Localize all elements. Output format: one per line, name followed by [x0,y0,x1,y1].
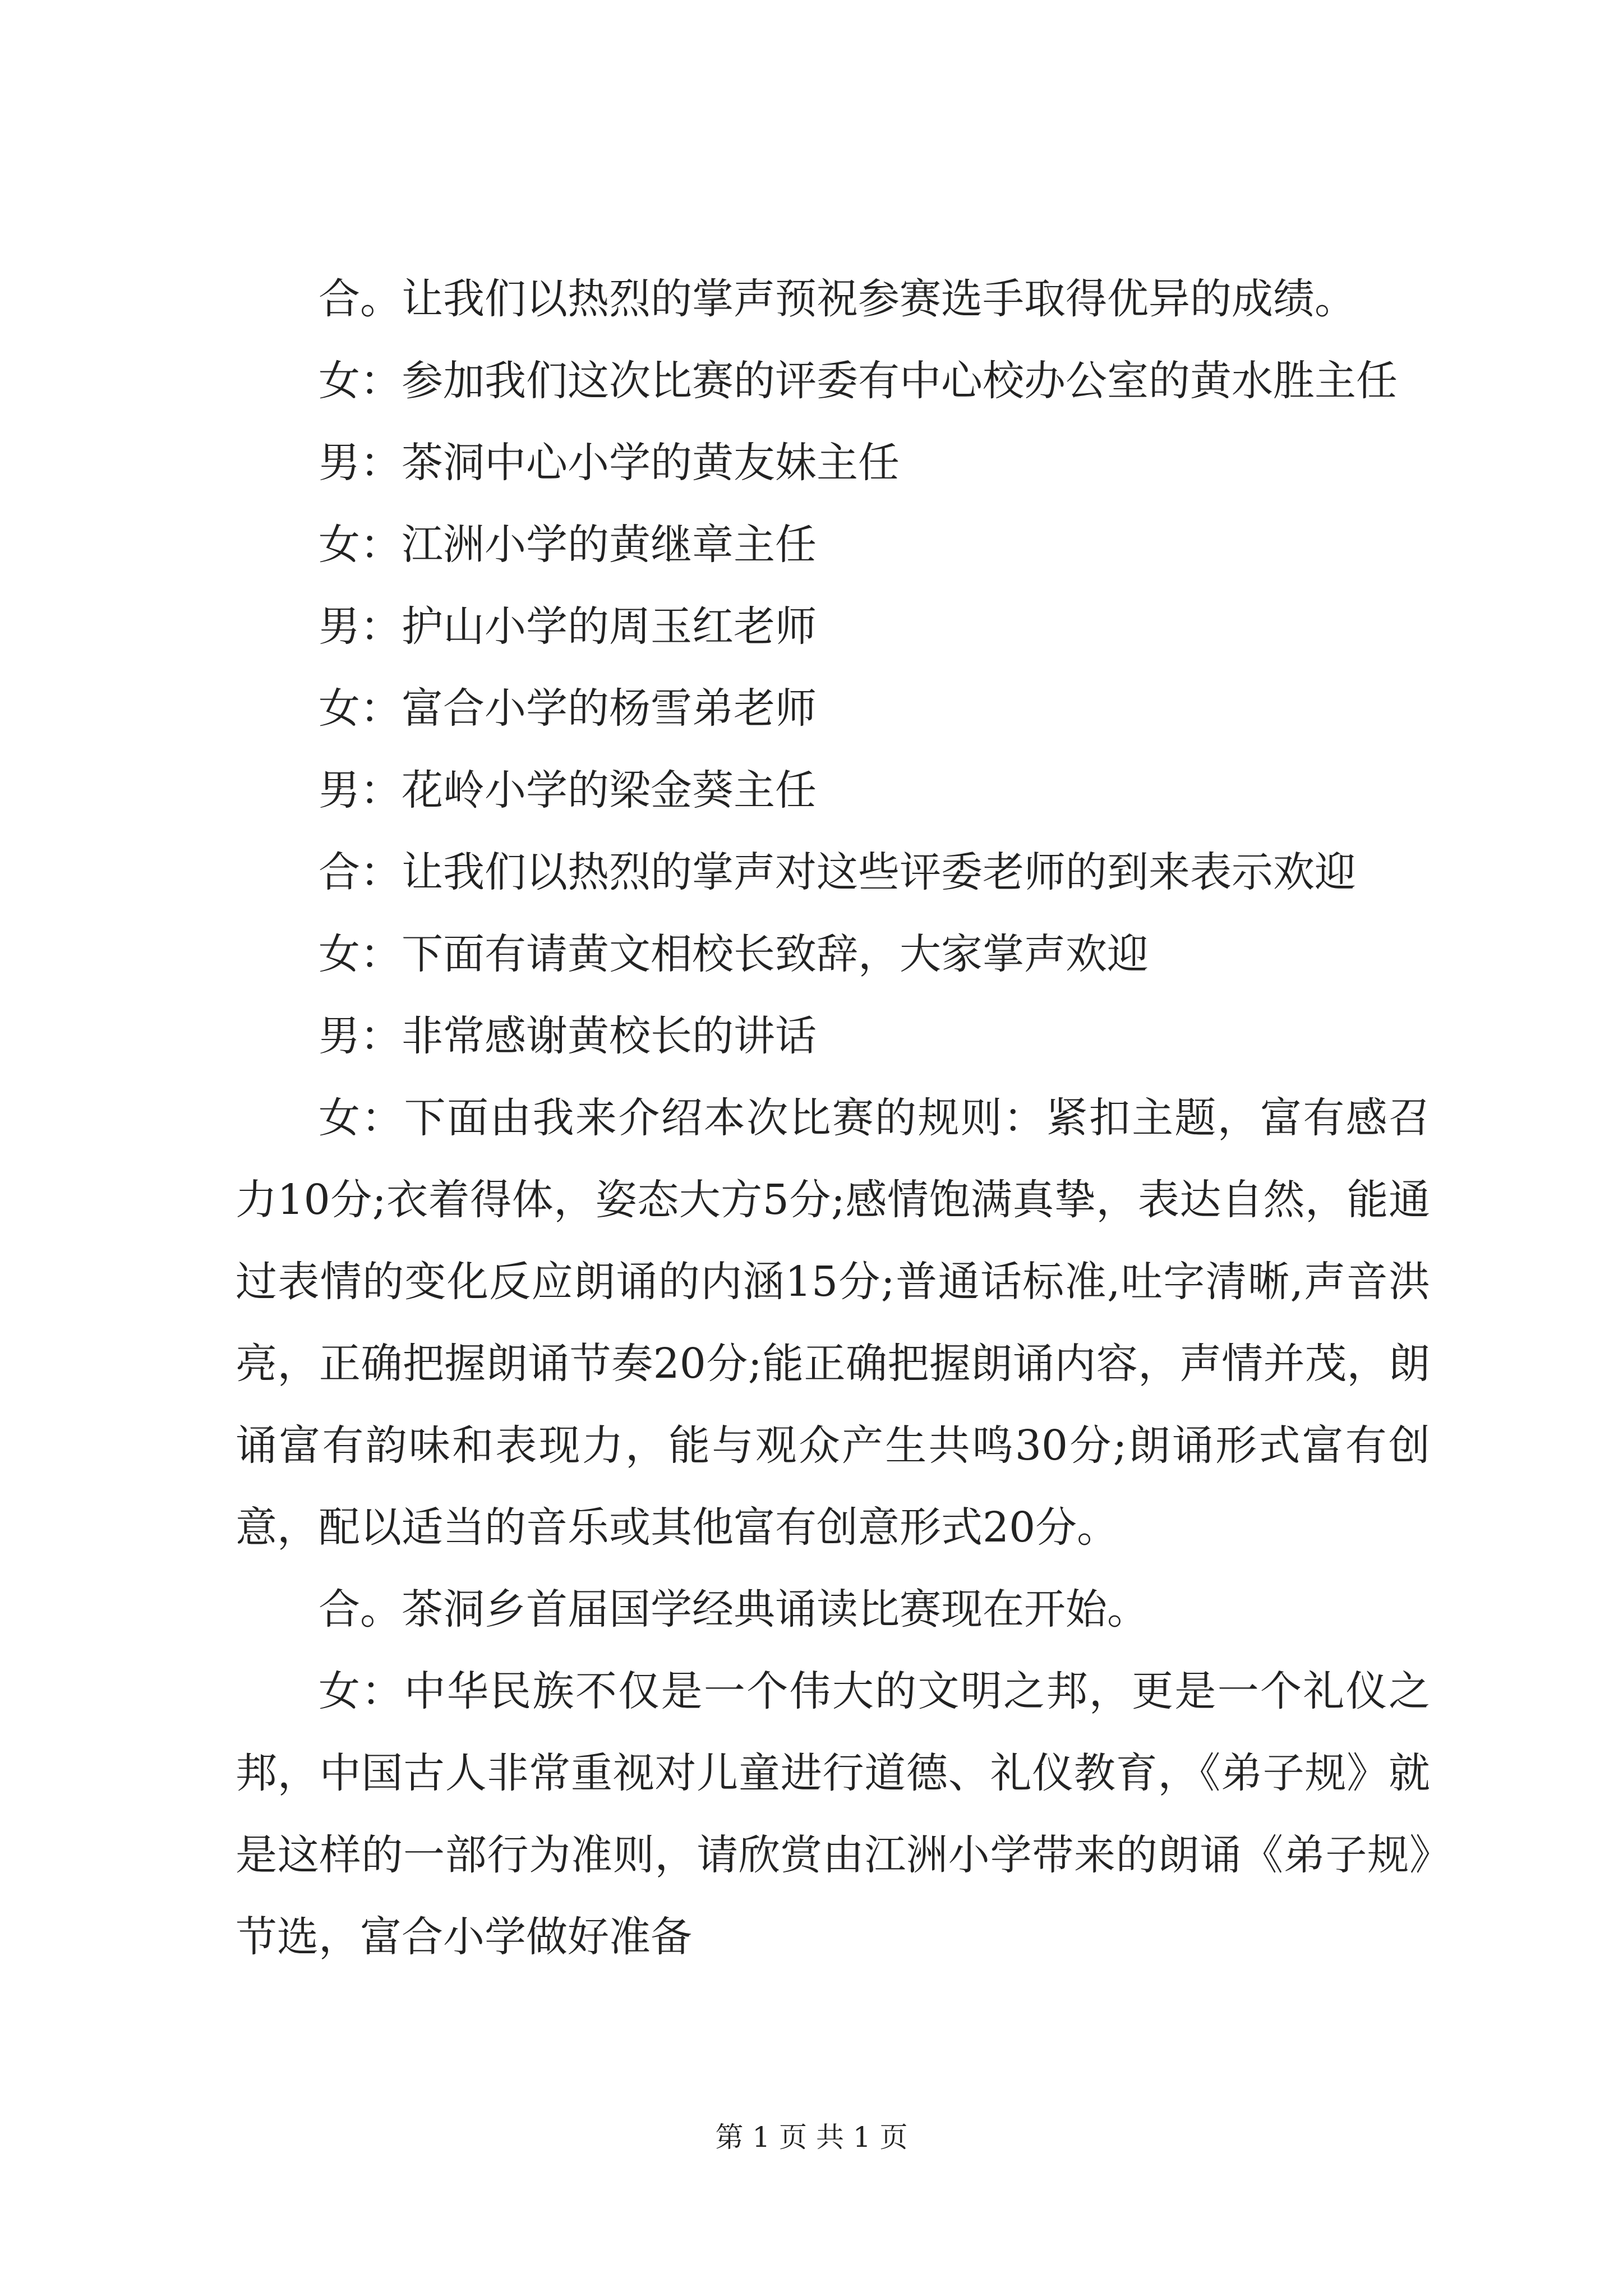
paragraph: 女：中华民族不仅是一个伟大的文明之邦，更是一个礼仪之邦，中国古人非常重视对儿童进行道德、礼仪教育，《弟子规》就是这样的一部行为准则，请欣赏由江洲小学带来的朗诵《弟子规》节选，富合小学做好准备 [236,1667,1430,1961]
rules-paragraph: 女：下面由我来介绍本次比赛的规则：紧扣主题，富有感召力10分;衣着得体，姿态大方5分;感情饱满真挚，表达自然，能通过表情的变化反应朗诵的内涵15分;普通话标准,吐字清晰,声音洪亮，正确把握朗诵节奏20分;能正确把握朗诵内容，声情并茂，朗诵富有韵味和表现力，能与观众产生共鸣30分;朗诵形式富有创意，配以适当的音乐或其他富有创意形式20分。 [236,1094,1430,1552]
paragraph: 女：江洲小学的黄继章主任 [319,521,817,569]
document-body [236,258,1430,1978]
paragraph: 合。茶洞乡首届国学经典诵读比赛现在开始。 [319,1585,1149,1634]
paragraph: 男：护山小学的周玉红老师 [319,602,817,651]
paragraph: 合。让我们以热烈的掌声预祝参赛选手取得优异的成绩。 [319,275,1356,323]
page-number-footer: 第 1 页 共 1 页 [715,2121,908,2154]
paragraph: 女：参加我们这次比赛的评委有中心校办公室的黄水胜主任 [319,357,1398,405]
paragraph: 男：花岭小学的梁金葵主任 [319,766,817,815]
paragraph: 合：让我们以热烈的掌声对这些评委老师的到来表示欢迎 [319,848,1356,896]
paragraph: 男：茶洞中心小学的黄友妹主任 [319,439,900,487]
paragraph: 男：非常感谢黄校长的讲话 [319,1012,817,1060]
paragraph: 女：富合小学的杨雪弟老师 [319,684,817,733]
paragraph: 女：下面有请黄文相校长致辞，大家掌声欢迎 [319,930,1149,978]
